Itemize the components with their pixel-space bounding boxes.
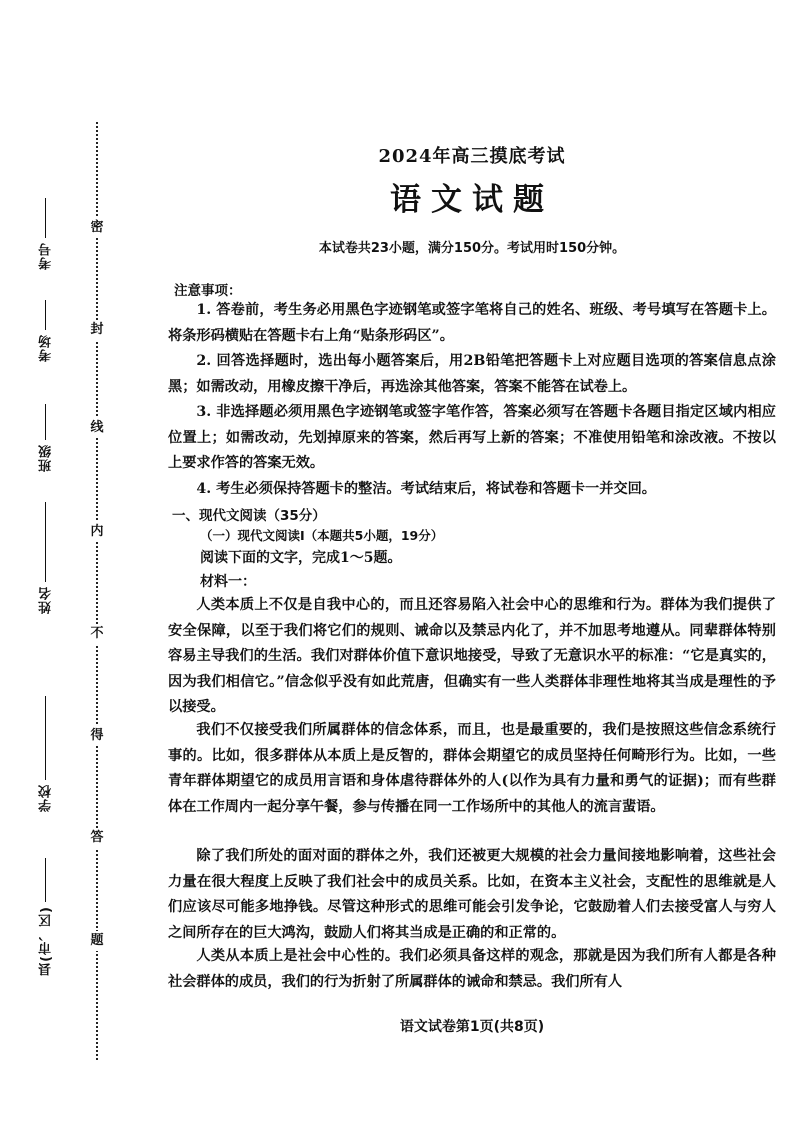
notice-title: 注意事项： xyxy=(174,283,242,299)
class-blank xyxy=(45,404,47,440)
reading-paragraph: 除了我们所处的面对面的群体之外，我们还被更大规模的社会力量间接地影响着，这些社会力量在很大程度上反映了我们社会中的成员关系。比如，在资本主义社会，支配性的思维就是人们应该尽可能多地挣钱。尽管这种形式的思维可能会引发争论，它鼓励着人们去接受富人与穷人之间所存在的巨大鸿沟，鼓励人们将其当成是正确的和正常的。 xyxy=(168,848,776,941)
seal-char: 不 xyxy=(87,624,107,644)
field-label: 县(市、区) xyxy=(38,906,54,976)
field-label: 班级 xyxy=(38,444,54,472)
exam-room-blank xyxy=(45,300,47,330)
field-label: 考号 xyxy=(38,242,54,270)
seal-char: 答 xyxy=(87,828,107,848)
exam-number-blank xyxy=(45,198,47,238)
field-exam-room xyxy=(26,300,66,362)
field-exam-number xyxy=(26,198,66,270)
county-blank xyxy=(45,858,47,902)
notice-item: 3. 非选择题必须用黑色字迹钢笔或签字笔作答，答案必须写在答题卡各题目指定区域内相应位置上；如需改动，先划掉原来的答案，然后再写上新的答案；不准使用铅笔和涂改液。不按以上要求作答的答案无效。 xyxy=(168,404,776,471)
field-label: 学校 xyxy=(38,784,54,812)
reading-paragraph: 人类本质上不仅是自我中心的，而且还容易陷入社会中心的思维和行为。群体为我们提供了安全保障，以至于我们将它们的规则、诫命以及禁忌内化了，并不加思考地遵从。同辈群体特别容易主导我们的生活。我们对群体价值下意识地接受，导致了无意识水平的标准：“它是真实的，因为我们相信它。”信念似乎没有如此荒唐，但确实有一些人类群体非理性地将其当成是理性的予以接受。 xyxy=(168,597,776,715)
field-school xyxy=(26,696,66,812)
material-label: 材料一： xyxy=(200,574,256,590)
seal-char: 得 xyxy=(87,726,107,746)
exam-info: 本试卷共23小题，满分150分。考试用时150分钟。 xyxy=(318,241,626,256)
field-class xyxy=(26,404,66,472)
binding-margin xyxy=(0,0,120,1123)
field-county xyxy=(26,858,66,976)
page-footer: 语文试卷第1页(共8页) xyxy=(399,1019,545,1035)
reading-instruction: 阅读下面的文字，完成1～5题。 xyxy=(200,550,402,566)
notice-item: 1. 答卷前，考生务必用黑色字迹钢笔或签字笔将自己的姓名、班级、考号填写在答题卡上。将条形码横贴在答题卡右上角“贴条形码区”。 xyxy=(168,302,776,344)
exam-name: 2024年高三摸底考试 xyxy=(378,146,566,167)
seal-char: 内 xyxy=(87,522,107,542)
seal-dotted-line xyxy=(96,122,98,1060)
field-label: 姓名 xyxy=(38,586,54,614)
name-blank xyxy=(45,502,47,582)
section-title: 一、现代文阅读（35分） xyxy=(172,508,326,524)
seal-char: 封 xyxy=(87,320,107,340)
reading-paragraph: 我们不仅接受我们所属群体的信念体系，而且，也是最重要的，我们是按照这些信念系统行事的。比如，很多群体从本质上是反智的，群体会期望它的成员坚持任何畸形行为。比如，一些青年群体期望它的成员用言语和身体虐待群体外的人(以作为具有力量和勇气的证据)；而有些群体在工作周内一起分享午餐，参与传播在同一工作场所中的其他人的流言蜚语。 xyxy=(168,722,776,815)
school-blank xyxy=(45,696,47,780)
seal-char: 题 xyxy=(87,931,107,951)
notice-item: 2. 回答选择题时，选出每小题答案后，用2B铅笔把答题卡上对应题目选项的答案信息点涂黑；如需改动，用橡皮擦干净后，再选涂其他答案，答案不能答在试卷上。 xyxy=(168,353,776,395)
subject-title: 语文试题 xyxy=(390,182,554,218)
reading-paragraph: 人类从本质上是社会中心性的。我们必须具备这样的观念，那就是因为我们所有人都是各种社会群体的成员，我们的行为折射了所属群体的诫命和禁忌。我们所有人 xyxy=(168,948,776,990)
subsection-title: （一）现代文阅读Ⅰ（本题共5小题，19分） xyxy=(200,528,444,543)
field-name xyxy=(26,502,66,614)
seal-char: 线 xyxy=(87,418,107,438)
field-label: 考场 xyxy=(38,334,54,362)
seal-char: 密 xyxy=(87,218,107,238)
notice-item: 4. 考生必须保持答题卡的整洁。考试结束后，将试卷和答题卡一并交回。 xyxy=(196,481,656,497)
